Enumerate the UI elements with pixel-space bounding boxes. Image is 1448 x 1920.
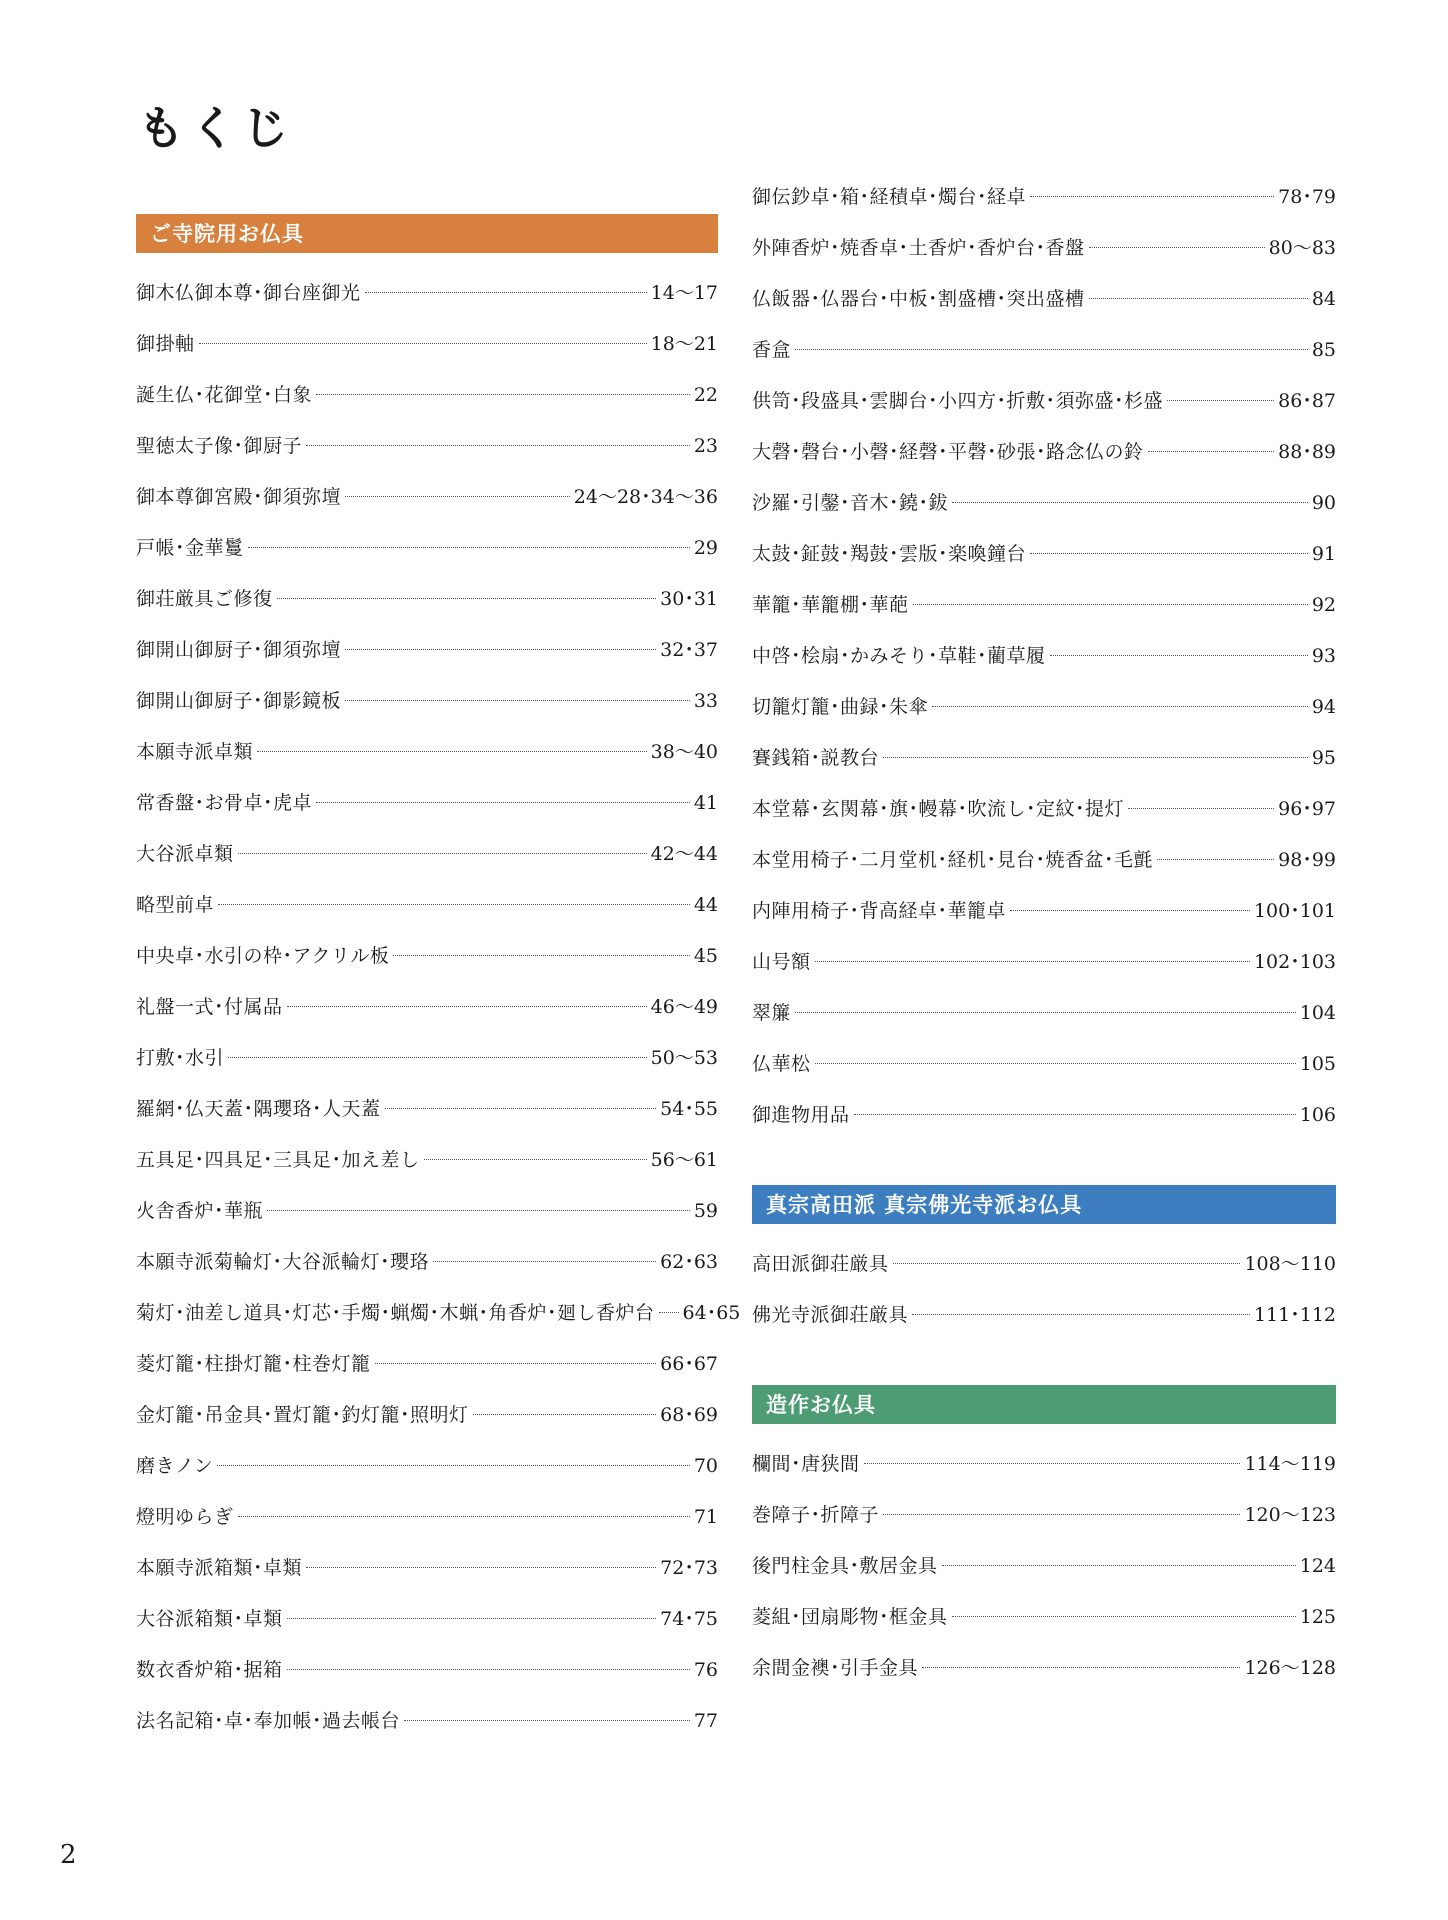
toc-entry-pages: 33 bbox=[693, 690, 718, 712]
toc-entry-pages: 85 bbox=[1311, 339, 1336, 361]
dot-leader bbox=[287, 1618, 657, 1619]
toc-entry[interactable] bbox=[752, 539, 1336, 590]
toc-entry[interactable] bbox=[752, 1602, 1336, 1653]
toc-entry[interactable] bbox=[136, 1553, 718, 1604]
toc-entry-pages: 59 bbox=[693, 1200, 718, 1222]
dot-leader bbox=[1050, 655, 1308, 656]
toc-entry-pages: 24～28･34～36 bbox=[573, 486, 718, 508]
toc-entry[interactable] bbox=[136, 278, 718, 329]
toc-entry-pages: 68･69 bbox=[660, 1404, 718, 1426]
toc-entry[interactable] bbox=[136, 737, 718, 788]
toc-entry-pages: 46～49 bbox=[650, 996, 718, 1018]
toc-entry[interactable] bbox=[136, 1400, 718, 1451]
toc-entry[interactable] bbox=[136, 635, 718, 686]
toc-entry-pages: 66･67 bbox=[660, 1353, 718, 1375]
toc-entry-pages: 106 bbox=[1299, 1104, 1336, 1126]
toc-entry-pages: 22 bbox=[693, 384, 718, 406]
toc-entry-title: 火舎香炉･華瓶 bbox=[136, 1200, 264, 1222]
section-header-zousaku: 造作お仏具 bbox=[752, 1385, 1336, 1424]
toc-entry-title: 戸帳･金華鬘 bbox=[136, 537, 244, 559]
dot-leader bbox=[922, 1667, 1240, 1668]
toc-entry-pages: 56～61 bbox=[650, 1149, 718, 1171]
toc-entry[interactable] bbox=[136, 533, 718, 584]
dot-leader bbox=[287, 1669, 690, 1670]
dot-leader bbox=[1030, 553, 1308, 554]
toc-entry-title: 中啓･桧扇･かみそり･草鞋･藺草履 bbox=[752, 645, 1046, 667]
toc-list-takada bbox=[752, 1249, 1336, 1351]
toc-entry-title: 法名記箱･卓･奉加帳･過去帳台 bbox=[136, 1710, 401, 1732]
toc-entry[interactable] bbox=[136, 788, 718, 839]
toc-entry[interactable] bbox=[136, 329, 718, 380]
toc-entry[interactable] bbox=[136, 584, 718, 635]
toc-entry-title: 余間金襖･引手金具 bbox=[752, 1657, 919, 1679]
toc-entry-pages: 95 bbox=[1311, 747, 1336, 769]
toc-entry-title: 御開山御厨子･御須弥壇 bbox=[136, 639, 342, 661]
toc-entry-pages: 80～83 bbox=[1268, 237, 1336, 259]
dot-leader bbox=[238, 1516, 690, 1517]
toc-entry[interactable] bbox=[136, 1094, 718, 1145]
dot-leader bbox=[248, 547, 690, 548]
toc-entry-pages: 104 bbox=[1299, 1002, 1336, 1024]
toc-entry[interactable] bbox=[136, 1604, 718, 1655]
dot-leader bbox=[345, 649, 656, 650]
page-title: もくじ bbox=[138, 101, 294, 155]
toc-entry-title: 菱灯籠･柱掛灯籠･柱巻灯籠 bbox=[136, 1353, 371, 1375]
toc-entry-pages: 64･65 bbox=[682, 1302, 741, 1324]
dot-leader bbox=[1167, 400, 1274, 401]
dot-leader bbox=[893, 1263, 1241, 1264]
toc-entry-title: 翠簾 bbox=[752, 1002, 792, 1024]
toc-entry-title: 羅網･仏天蓋･隅瓔珞･人天蓋 bbox=[136, 1098, 381, 1120]
dot-leader bbox=[316, 802, 690, 803]
dot-leader bbox=[345, 496, 570, 497]
toc-entry-pages: 84 bbox=[1311, 288, 1336, 310]
dot-leader bbox=[1128, 808, 1274, 809]
dot-leader bbox=[316, 394, 690, 395]
toc-entry[interactable] bbox=[752, 1653, 1336, 1704]
toc-entry-pages: 77 bbox=[693, 1710, 718, 1732]
dot-leader bbox=[306, 445, 690, 446]
toc-entry[interactable] bbox=[752, 1249, 1336, 1300]
toc-entry-pages: 41 bbox=[693, 792, 718, 814]
dot-leader bbox=[913, 604, 1308, 605]
toc-entry-title: 香盒 bbox=[752, 339, 792, 361]
toc-entry-title: 佛光寺派御荘厳具 bbox=[752, 1304, 909, 1326]
toc-entry-title: 沙羅･引鏧･音木･鐃･鈸 bbox=[752, 492, 949, 514]
toc-entry[interactable] bbox=[136, 992, 718, 1043]
toc-entry-pages: 23 bbox=[693, 435, 718, 457]
toc-entry-pages: 29 bbox=[693, 537, 718, 559]
toc-entry-pages: 72･73 bbox=[660, 1557, 718, 1579]
dot-leader bbox=[238, 853, 647, 854]
dot-leader bbox=[267, 1210, 690, 1211]
dot-leader bbox=[473, 1414, 657, 1415]
toc-entry[interactable] bbox=[136, 1247, 718, 1298]
toc-entry-title: 御荘厳具ご修復 bbox=[136, 588, 273, 610]
toc-entry-title: 供笥･段盛具･雲脚台･小四方･折敷･須弥盛･杉盛 bbox=[752, 390, 1164, 412]
toc-entry-title: 本堂用椅子･二月堂机･経机･見台･焼香盆･毛氈 bbox=[752, 849, 1154, 871]
dot-leader bbox=[1089, 247, 1265, 248]
toc-entry-pages: 114～119 bbox=[1244, 1453, 1336, 1475]
toc-entry-title: 後門柱金具･敷居金具 bbox=[752, 1555, 938, 1577]
dot-leader bbox=[1030, 196, 1274, 197]
toc-entry-title: 華籠･華籠棚･華葩 bbox=[752, 594, 909, 616]
toc-entry-pages: 91 bbox=[1311, 543, 1336, 565]
toc-entry-pages: 105 bbox=[1299, 1053, 1336, 1075]
toc-entry-pages: 30･31 bbox=[660, 588, 718, 610]
dot-leader bbox=[795, 1012, 1296, 1013]
toc-entry-pages: 74･75 bbox=[660, 1608, 718, 1630]
toc-entry[interactable] bbox=[136, 431, 718, 482]
toc-entry-title: 金灯籠･吊金具･置灯籠･釣灯籠･照明灯 bbox=[136, 1404, 469, 1426]
toc-entry[interactable] bbox=[752, 947, 1336, 998]
toc-entry-title: 高田派御荘厳具 bbox=[752, 1253, 889, 1275]
toc-entry-pages: 70 bbox=[693, 1455, 718, 1477]
toc-entry[interactable] bbox=[136, 1349, 718, 1400]
toc-entry-title: 御掛軸 bbox=[136, 333, 195, 355]
section-header-takada: 真宗高田派 真宗佛光寺派お仏具 bbox=[752, 1185, 1336, 1224]
toc-entry-pages: 111･112 bbox=[1253, 1304, 1336, 1326]
toc-entry[interactable] bbox=[136, 1043, 718, 1094]
toc-entry-pages: 124 bbox=[1299, 1555, 1336, 1577]
toc-entry-title: 常香盤･お骨卓･虎卓 bbox=[136, 792, 313, 814]
toc-entry-pages: 100･101 bbox=[1253, 900, 1336, 922]
toc-entry-pages: 32･37 bbox=[660, 639, 718, 661]
dot-leader bbox=[883, 757, 1308, 758]
toc-entry-title: 礼盤一式･付属品 bbox=[136, 996, 283, 1018]
toc-entry-title: 内陣用椅子･背高経卓･華籠卓 bbox=[752, 900, 1007, 922]
dot-leader bbox=[393, 955, 689, 956]
toc-entry-pages: 90 bbox=[1311, 492, 1336, 514]
dot-leader bbox=[218, 904, 690, 905]
toc-entry[interactable] bbox=[752, 284, 1336, 335]
dot-leader bbox=[952, 1616, 1296, 1617]
toc-entry[interactable] bbox=[752, 488, 1336, 539]
toc-entry[interactable] bbox=[752, 692, 1336, 743]
dot-leader bbox=[815, 1063, 1296, 1064]
toc-entry-title: 略型前卓 bbox=[136, 894, 215, 916]
toc-entry-title: 御本尊御宮殿･御須弥壇 bbox=[136, 486, 342, 508]
toc-entry-title: 太鼓･鉦鼓･羯鼓･雲版･楽喚鐘台 bbox=[752, 543, 1027, 565]
toc-entry-pages: 42～44 bbox=[650, 843, 718, 865]
toc-entry-pages: 125 bbox=[1299, 1606, 1336, 1628]
toc-entry[interactable] bbox=[136, 1655, 718, 1706]
toc-entry-pages: 38～40 bbox=[650, 741, 718, 763]
dot-leader bbox=[228, 1057, 647, 1058]
dot-leader bbox=[365, 292, 647, 293]
toc-entry[interactable] bbox=[752, 233, 1336, 284]
dot-leader bbox=[815, 961, 1250, 962]
dot-leader bbox=[306, 1567, 656, 1568]
toc-entry-pages: 94 bbox=[1311, 696, 1336, 718]
toc-entry-title: 菱組･団扇彫物･框金具 bbox=[752, 1606, 948, 1628]
toc-entry-title: 外陣香炉･焼香卓･土香炉･香炉台･香盤 bbox=[752, 237, 1085, 259]
dot-leader bbox=[952, 502, 1308, 503]
toc-entry-pages: 93 bbox=[1311, 645, 1336, 667]
toc-entry-pages: 126～128 bbox=[1244, 1657, 1336, 1679]
toc-entry-title: 大谷派箱類･卓類 bbox=[136, 1608, 283, 1630]
toc-entry-title: 誕生仏･花御堂･白象 bbox=[136, 384, 313, 406]
toc-entry-pages: 18～21 bbox=[650, 333, 718, 355]
dot-leader bbox=[659, 1312, 679, 1313]
dot-leader bbox=[1010, 910, 1250, 911]
toc-entry[interactable] bbox=[136, 380, 718, 431]
toc-entry[interactable] bbox=[752, 386, 1336, 437]
toc-entry-title: 仏華松 bbox=[752, 1053, 811, 1075]
toc-entry[interactable] bbox=[752, 1300, 1336, 1351]
toc-entry[interactable] bbox=[752, 1551, 1336, 1602]
toc-entry-title: 中央卓･水引の枠･アクリル板 bbox=[136, 945, 390, 967]
toc-entry[interactable] bbox=[136, 1145, 718, 1196]
toc-entry-title: 燈明ゆらぎ bbox=[136, 1506, 234, 1528]
toc-entry-title: 数衣香炉箱･据箱 bbox=[136, 1659, 283, 1681]
dot-leader bbox=[854, 1114, 1296, 1115]
dot-leader bbox=[883, 1514, 1240, 1515]
toc-entry-title: 欄間･唐狭間 bbox=[752, 1453, 860, 1475]
toc-entry-title: 巻障子･折障子 bbox=[752, 1504, 880, 1526]
toc-entry-title: 御進物用品 bbox=[752, 1104, 850, 1126]
dot-leader bbox=[287, 1006, 647, 1007]
toc-entry[interactable] bbox=[136, 839, 718, 890]
dot-leader bbox=[1157, 859, 1274, 860]
dot-leader bbox=[217, 1465, 690, 1466]
dot-leader bbox=[1148, 451, 1275, 452]
toc-entry[interactable] bbox=[752, 437, 1336, 488]
toc-entry-title: 御伝鈔卓･箱･経積卓･燭台･経卓 bbox=[752, 186, 1027, 208]
toc-entry[interactable] bbox=[136, 1502, 718, 1553]
toc-column-left bbox=[136, 214, 741, 1757]
toc-entry[interactable] bbox=[752, 335, 1336, 386]
dot-leader bbox=[1089, 298, 1308, 299]
toc-entry-pages: 50～53 bbox=[650, 1047, 718, 1069]
toc-entry[interactable] bbox=[752, 743, 1336, 794]
toc-entry-title: 山号額 bbox=[752, 951, 811, 973]
toc-list-temple bbox=[136, 278, 741, 1757]
dot-leader bbox=[257, 751, 647, 752]
dot-leader bbox=[433, 1261, 656, 1262]
toc-entry-pages: 71 bbox=[693, 1506, 718, 1528]
section-header-temple: ご寺院用お仏具 bbox=[136, 214, 718, 253]
toc-entry-title: 磨きノン bbox=[136, 1455, 214, 1477]
toc-entry-pages: 54･55 bbox=[660, 1098, 718, 1120]
toc-entry[interactable] bbox=[136, 1706, 718, 1757]
toc-entry[interactable] bbox=[136, 686, 718, 737]
dot-leader bbox=[424, 1159, 647, 1160]
dot-leader bbox=[345, 700, 690, 701]
toc-entry-pages: 98･99 bbox=[1278, 849, 1336, 871]
toc-entry[interactable] bbox=[136, 890, 718, 941]
toc-entry[interactable] bbox=[752, 182, 1336, 233]
toc-entry-title: 御開山御厨子･御影鏡板 bbox=[136, 690, 342, 712]
toc-entry-pages: 62･63 bbox=[660, 1251, 718, 1273]
toc-entry[interactable] bbox=[752, 590, 1336, 641]
toc-entry-pages: 108～110 bbox=[1244, 1253, 1336, 1275]
toc-entry[interactable] bbox=[752, 998, 1336, 1049]
toc-entry-title: 本堂幕･玄関幕･旗･幔幕･吹流し･定紋･提灯 bbox=[752, 798, 1125, 820]
toc-entry-title: 打敷･水引 bbox=[136, 1047, 225, 1069]
toc-entry-pages: 14～17 bbox=[650, 282, 718, 304]
toc-entry[interactable] bbox=[136, 1196, 718, 1247]
toc-entry-title: 大谷派卓類 bbox=[136, 843, 234, 865]
toc-entry-title: 五具足･四具足･三具足･加え差し bbox=[136, 1149, 420, 1171]
toc-entry[interactable] bbox=[136, 941, 718, 992]
toc-entry-title: 大磬･磬台･小磬･経磬･平磬･砂張･路念仏の鈴 bbox=[752, 441, 1144, 463]
toc-entry[interactable] bbox=[752, 1049, 1336, 1100]
dot-leader bbox=[277, 598, 657, 599]
dot-leader bbox=[199, 343, 647, 344]
toc-entry-pages: 44 bbox=[693, 894, 718, 916]
toc-list-temple-continued bbox=[752, 182, 1336, 1151]
toc-entry[interactable] bbox=[752, 1449, 1336, 1500]
toc-entry[interactable] bbox=[752, 1500, 1336, 1551]
dot-leader bbox=[795, 349, 1308, 350]
toc-entry-pages: 102･103 bbox=[1253, 951, 1336, 973]
toc-entry-title: 本願寺派菊輪灯･大谷派輪灯･瓔珞 bbox=[136, 1251, 430, 1273]
toc-entry[interactable] bbox=[136, 482, 718, 533]
toc-entry[interactable] bbox=[752, 845, 1336, 896]
toc-entry-pages: 76 bbox=[693, 1659, 718, 1681]
toc-entry-pages: 45 bbox=[693, 945, 718, 967]
dot-leader bbox=[942, 1565, 1296, 1566]
toc-entry-title: 賽銭箱･説教台 bbox=[752, 747, 880, 769]
dot-leader bbox=[375, 1363, 657, 1364]
toc-entry-pages: 96･97 bbox=[1278, 798, 1336, 820]
toc-entry-title: 切籠灯籠･曲録･朱傘 bbox=[752, 696, 929, 718]
toc-entry-title: 御木仏御本尊･御台座御光 bbox=[136, 282, 361, 304]
toc-entry-pages: 88･89 bbox=[1278, 441, 1336, 463]
toc-entry-pages: 120～123 bbox=[1244, 1504, 1336, 1526]
toc-entry-title: 聖徳太子像･御厨子 bbox=[136, 435, 303, 457]
toc-column-right bbox=[752, 182, 1336, 1704]
dot-leader bbox=[404, 1720, 690, 1721]
dot-leader bbox=[864, 1463, 1241, 1464]
toc-entry[interactable] bbox=[752, 896, 1336, 947]
toc-entry[interactable] bbox=[752, 641, 1336, 692]
toc-entry-pages: 92 bbox=[1311, 594, 1336, 616]
toc-entry-title: 本願寺派卓類 bbox=[136, 741, 254, 763]
toc-entry-pages: 78･79 bbox=[1278, 186, 1336, 208]
toc-list-zousaku bbox=[752, 1449, 1336, 1704]
toc-entry-title: 仏飯器･仏器台･中板･割盛槽･突出盛槽 bbox=[752, 288, 1085, 310]
toc-entry[interactable] bbox=[136, 1451, 718, 1502]
dot-leader bbox=[912, 1314, 1250, 1315]
dot-leader bbox=[385, 1108, 657, 1109]
dot-leader bbox=[932, 706, 1308, 707]
toc-entry[interactable] bbox=[136, 1298, 741, 1349]
toc-entry[interactable] bbox=[752, 1100, 1336, 1151]
page-number: 2 bbox=[60, 1840, 77, 1870]
toc-entry-title: 菊灯･油差し道具･灯芯･手燭･蝋燭･木蝋･角香炉･廻し香炉台 bbox=[136, 1302, 655, 1324]
toc-entry-pages: 86･87 bbox=[1278, 390, 1336, 412]
toc-entry[interactable] bbox=[752, 794, 1336, 845]
toc-entry-title: 本願寺派箱類･卓類 bbox=[136, 1557, 303, 1579]
